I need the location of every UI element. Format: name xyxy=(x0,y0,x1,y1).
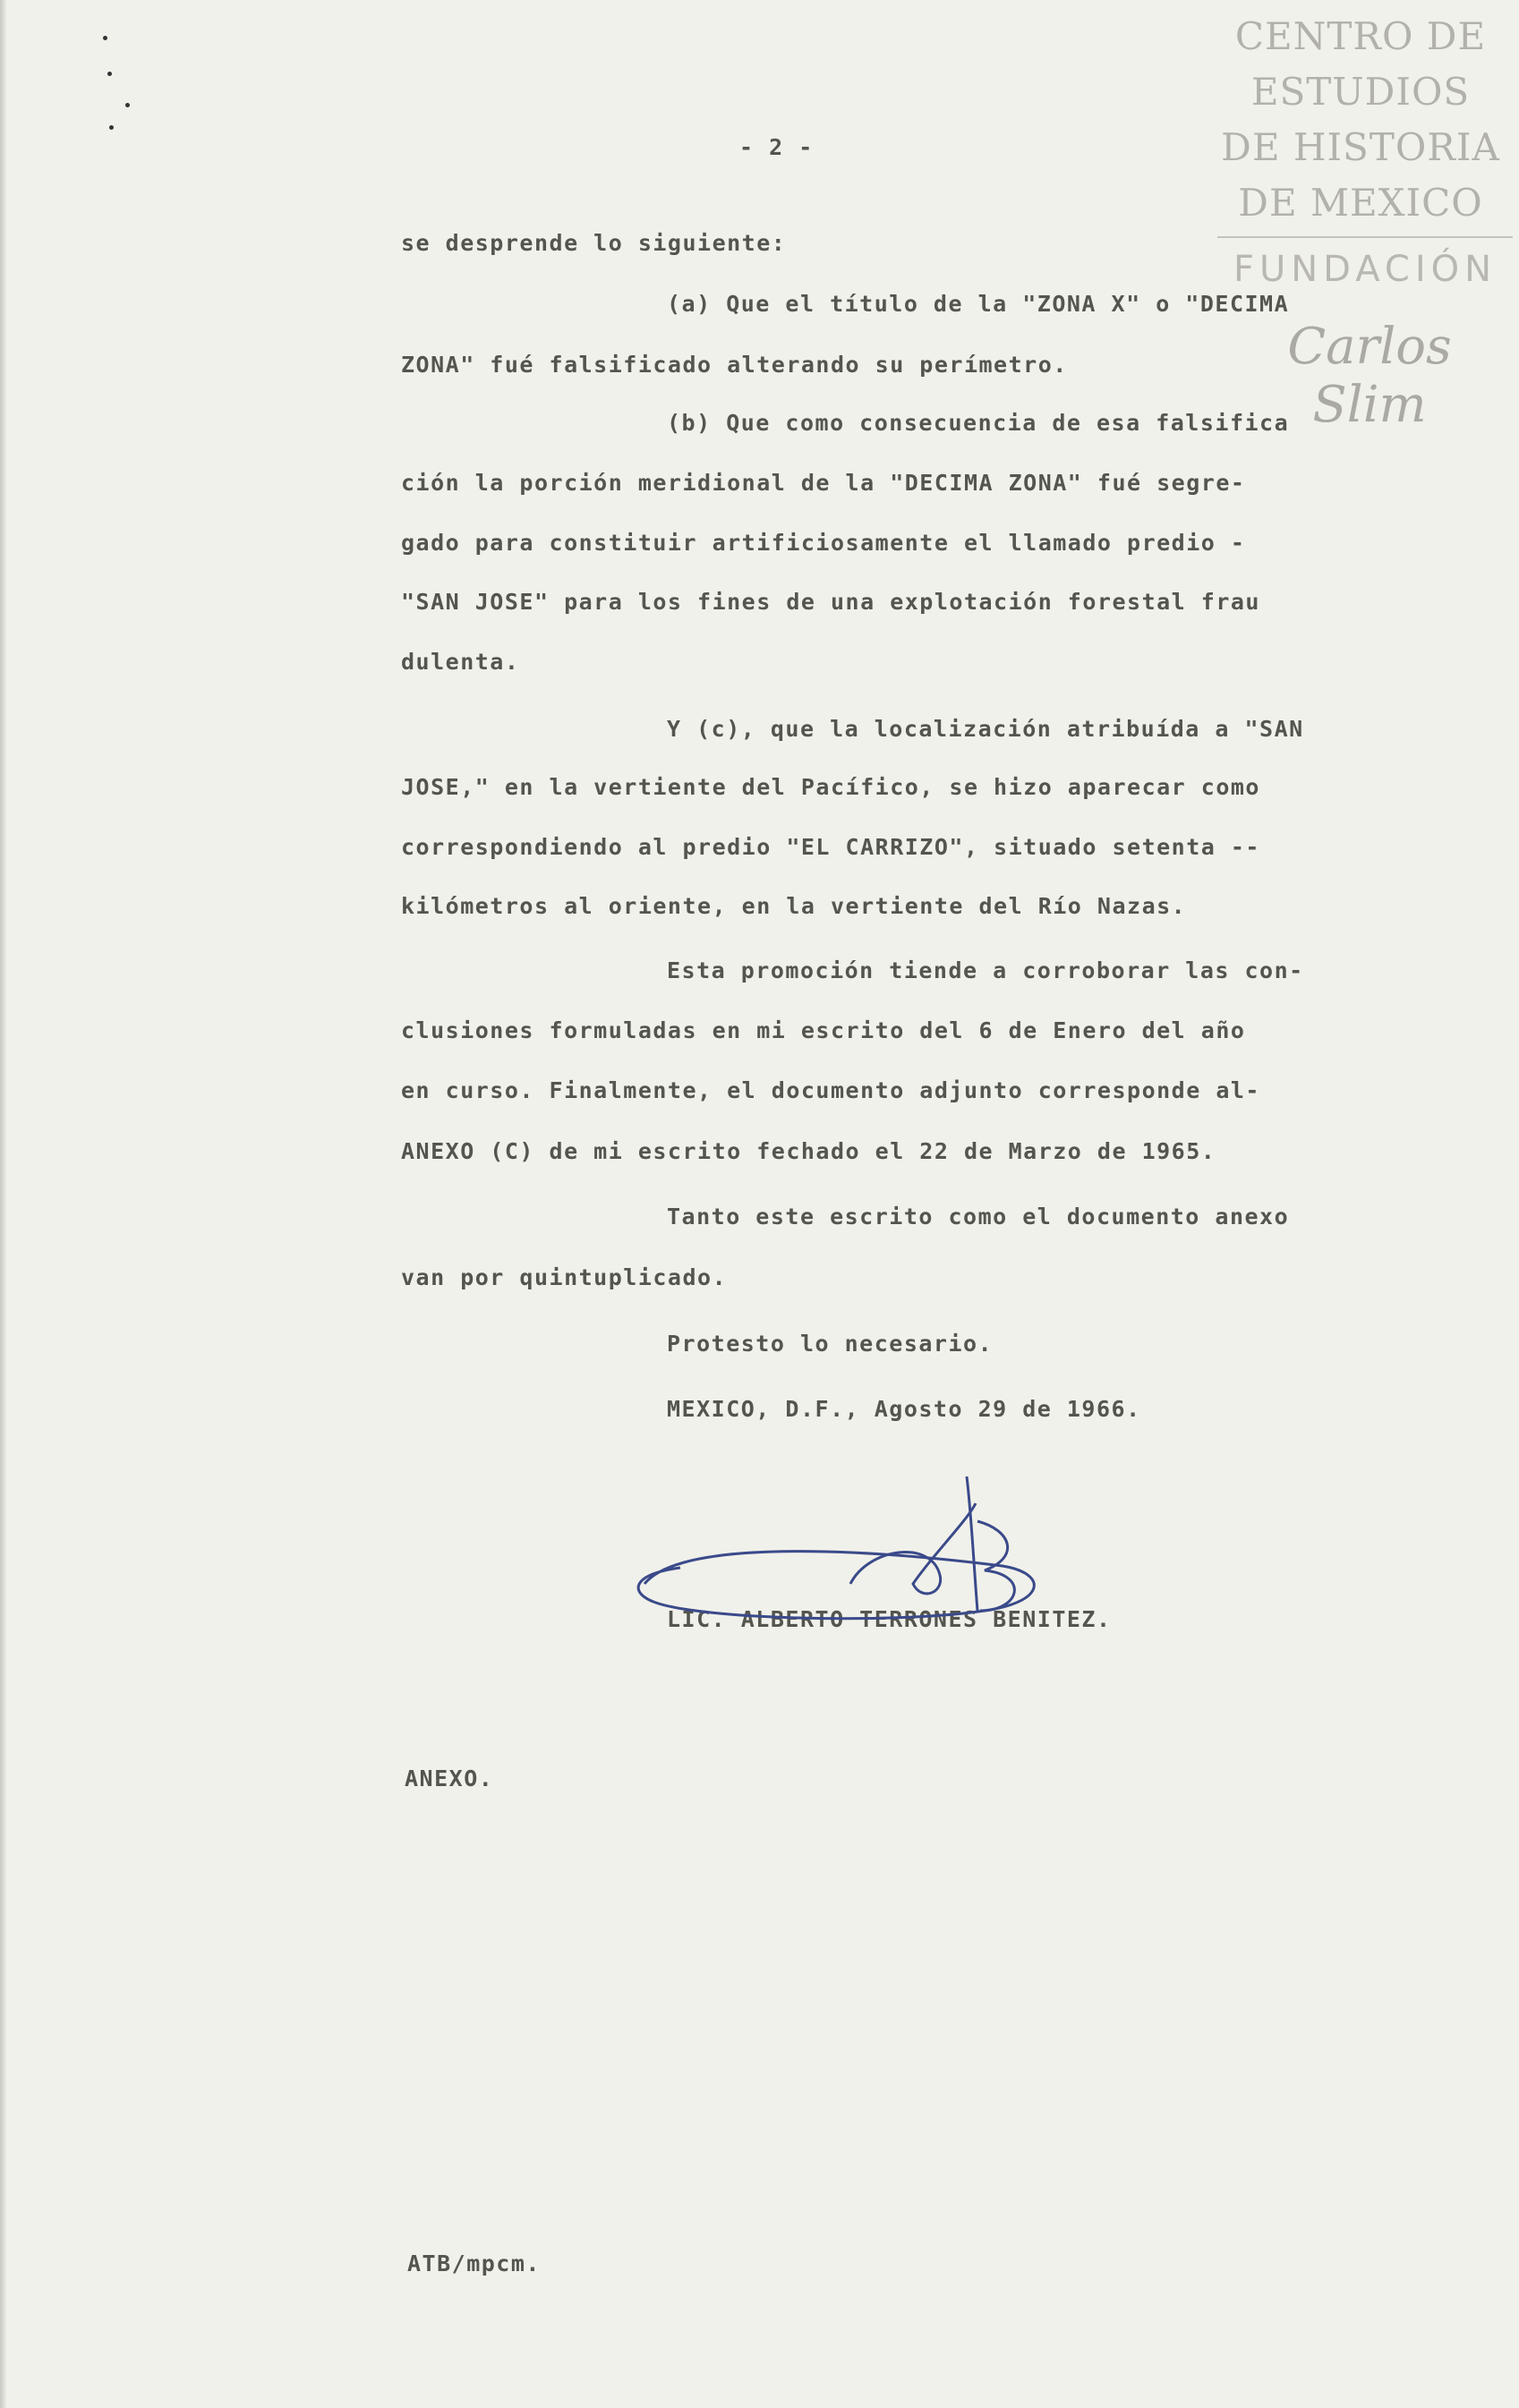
typed-line: LIC. ALBERTO TERRONES BENITEZ. xyxy=(667,1606,1112,1632)
watermark-signature: Carlos Slim xyxy=(1287,318,1452,434)
typed-line: "SAN JOSE" para los fines de una explotación forestal frau xyxy=(401,589,1260,615)
page-edge xyxy=(0,0,7,2408)
typed-line: ción la porción meridional de la "DECIMA ZONA" fué segre- xyxy=(401,470,1246,496)
typed-line: correspondiendo al predio "EL CARRIZO", situado setenta -- xyxy=(401,834,1260,860)
typed-line: Y (c), que la localización atribuída a "SAN xyxy=(667,716,1304,742)
watermark-line: CENTRO DE xyxy=(1234,14,1487,58)
page-mark xyxy=(125,103,130,107)
typed-line: kilómetros al oriente, en la vertiente del Río Nazas. xyxy=(401,893,1187,919)
typed-line: MEXICO, D.F., Agosto 29 de 1966. xyxy=(667,1396,1141,1422)
typed-line: Tanto este escrito como el documento anexo xyxy=(667,1204,1290,1230)
typed-line: van por quintuplicado. xyxy=(401,1264,728,1290)
watermark-line: DE HISTORIA xyxy=(1221,125,1500,169)
watermark-divider xyxy=(1217,236,1513,238)
watermark-line: ESTUDIOS xyxy=(1250,70,1471,114)
typed-line: en curso. Finalmente, el documento adjunto corresponde al- xyxy=(401,1077,1260,1103)
page-mark xyxy=(107,72,112,76)
typed-line: (b) Que como consecuencia de esa falsifica xyxy=(667,410,1290,436)
handwritten-signature xyxy=(627,1468,1092,1682)
watermark-fundacion: FUNDACIÓN xyxy=(1233,249,1498,290)
typed-line: (a) Que el título de la "ZONA X" o "DECIMA xyxy=(667,291,1290,317)
typed-line: ANEXO. xyxy=(405,1766,494,1791)
typed-line: clusiones formuladas en mi escrito del 6 de Enero del año xyxy=(401,1017,1246,1043)
typed-line: ZONA" fué falsificado alterando su perímetro. xyxy=(401,352,1068,378)
typed-line: gado para constituir artificiosamente el llamado predio - xyxy=(401,530,1246,556)
typed-line: Protesto lo necesario. xyxy=(667,1331,994,1357)
archive-watermark xyxy=(1208,9,1513,231)
watermark-line: DE MEXICO xyxy=(1238,181,1483,225)
typed-line: Esta promoción tiende a corroborar las con- xyxy=(667,957,1304,983)
typed-line: ANEXO (C) de mi escrito fechado el 22 de Marzo de 1965. xyxy=(401,1138,1216,1164)
typed-line: ATB/mpcm. xyxy=(407,2251,541,2276)
typed-line: JOSE," en la vertiente del Pacífico, se hizo aparecar como xyxy=(401,774,1260,800)
page-mark xyxy=(103,36,107,40)
page-mark xyxy=(109,125,114,130)
typed-line: dulenta. xyxy=(401,649,520,675)
typed-line: se desprende lo siguiente: xyxy=(401,230,787,256)
page-number: - 2 - xyxy=(739,134,814,160)
